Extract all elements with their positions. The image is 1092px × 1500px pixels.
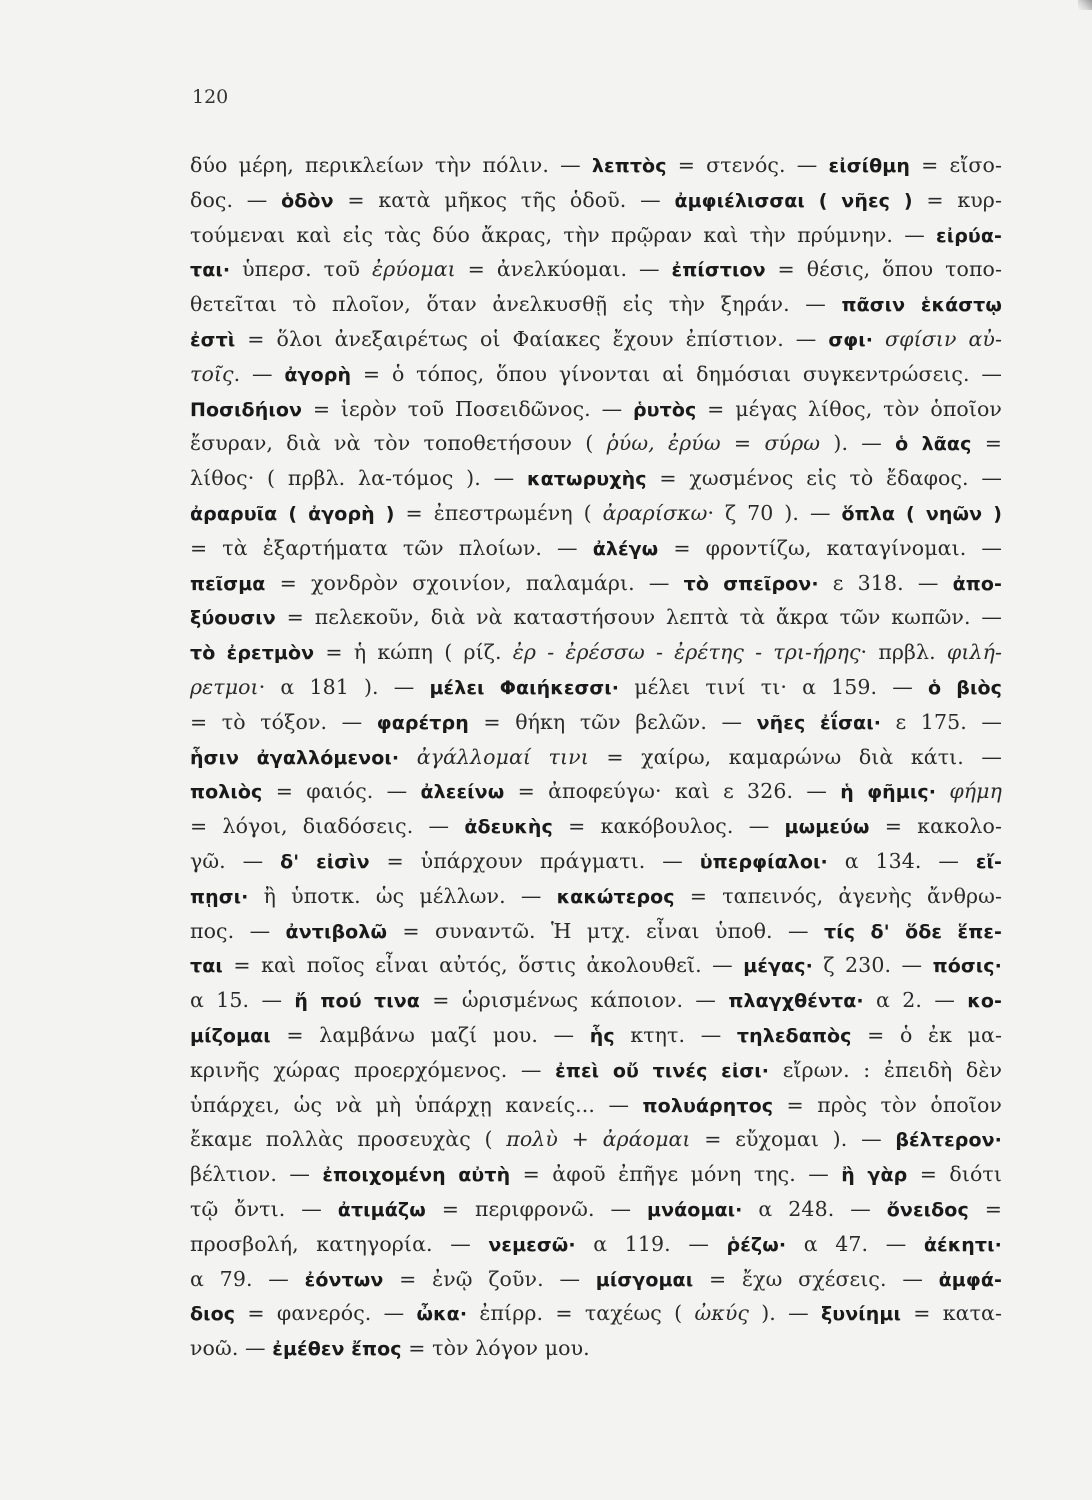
text-line (190, 809, 1002, 844)
text-line (190, 1296, 1002, 1331)
text-line (190, 1331, 1002, 1366)
gloss-text: = κακολο- (869, 814, 1002, 839)
gloss-text (399, 745, 417, 769)
gloss-text: = συναντῶ. Ἡ μτχ. εἶναι ὑποθ. — (387, 918, 824, 943)
headword: κακώτερος (556, 885, 675, 908)
headword: ἤ πού τινα (294, 990, 420, 1013)
headword: ται· (190, 259, 231, 282)
gloss-text: α 79. — (190, 1266, 305, 1291)
text-line (190, 183, 1002, 218)
text-line (190, 1227, 1002, 1262)
headword: ἀντιβολῶ (285, 920, 388, 943)
headword: ῥυτὸς (632, 398, 697, 421)
gloss-text: = εἴσο- (909, 153, 1002, 177)
text-line (190, 287, 1002, 322)
headword: μέλει Φαιήκεσσι· (429, 676, 620, 699)
gloss-text: = ἀφοῦ ἐπῆγε μόνη της. — (510, 1162, 842, 1187)
headword: δ' εἰσὶν (280, 850, 370, 873)
headword: κατωρυχὴς (527, 468, 647, 491)
text-line (190, 1262, 1002, 1297)
headword: πῃσι· (190, 885, 249, 908)
text-line (190, 252, 1002, 287)
text-line (190, 983, 1002, 1018)
gloss-text: = κυρ- (912, 187, 1002, 212)
gloss-text: α 47. — (786, 1231, 924, 1256)
gloss-text: = ὡρισμένως κάποιον. — (419, 988, 729, 1013)
headword: ἡ φῆμις· (840, 781, 937, 804)
italic-term: φήμη (949, 779, 1002, 804)
page-corner-shadow (1078, 0, 1092, 10)
gloss-text: = ἀποφεύγω· καὶ ε 326. — (504, 779, 841, 804)
headword: ἀλέγω (592, 537, 659, 560)
headword: ἐπεὶ οὔ τινές εἰσι· (555, 1059, 770, 1082)
gloss-text: πος. — (190, 918, 286, 943)
gloss-text: = κατὰ μῆκος τῆς ὁδοῦ. — (333, 187, 675, 212)
headword: βέλτερον· (895, 1129, 1002, 1152)
text-line (190, 1157, 1002, 1192)
headword: ἀμφά- (938, 1268, 1002, 1291)
headword: ξυνίημι (820, 1303, 901, 1326)
gloss-text: = κακόβουλος. — (552, 814, 785, 839)
headword: ὁδὸν (281, 189, 334, 212)
text-line (190, 531, 1002, 566)
text-line (190, 705, 1002, 740)
headword: πολιὸς (190, 781, 263, 804)
italic-term: φιλή- (946, 640, 1002, 665)
headword: εἴ- (975, 850, 1002, 873)
gloss-text: ὑπερσ. τοῦ (230, 257, 373, 282)
gloss-text: τούμεναι καὶ εἰς τὰς δύο ἄκρας, τὴν πρῷραν καὶ τὴν πρύμνην. — (190, 222, 937, 247)
italic-term: ὠκύς (694, 1301, 749, 1326)
gloss-text (873, 327, 885, 351)
gloss-text: λίθος· ( πρβλ. λα-τόμος ). — (190, 466, 527, 491)
gloss-text: ε 175. — (881, 709, 1002, 734)
text-line (190, 357, 1002, 392)
text-line (190, 461, 1002, 496)
gloss-text: = καὶ ποῖος εἶναι αὐτός, ὅστις ἀκολουθεῖ. — (222, 953, 744, 978)
headword: μνάομαι· (647, 1198, 743, 1221)
gloss-text: = ἡ κώπη ( ρίζ. (314, 640, 513, 665)
gloss-text: α 15. — (190, 988, 295, 1013)
text-line (190, 1122, 1002, 1157)
headword: διος (190, 1303, 236, 1326)
headword: τίς δ' ὅδε ἕπε- (824, 920, 1002, 943)
gloss-text: α 248. — (742, 1196, 887, 1221)
italic-term: ἐρ - ἐρέσσω - ἐρέτης - τρι-ήρης (512, 640, 861, 665)
italic-term: σφίσιν αὐ- (885, 326, 1003, 351)
gloss-text: εἴρων. : ἐπειδὴ δὲν (769, 1057, 1003, 1082)
gloss-text: = στενός. — (666, 153, 829, 177)
gloss-text: · α 181 ). — (258, 674, 430, 699)
headword: τηλεδαπὸς (736, 1024, 852, 1047)
gloss-text: κτητ. — (614, 1022, 737, 1047)
headword: πᾶσιν ἑκάστῳ (841, 294, 1002, 317)
italic-term: ρετμοι (190, 674, 259, 699)
gloss-text: α 119. — (575, 1231, 727, 1256)
gloss-text: = ἐπεστρωμένη ( (394, 500, 603, 525)
gloss-text: = πελεκοῦν, διὰ νὰ καταστήσουν λεπτὰ τὰ ἄκρα τῶν κωπῶν. — (275, 605, 1002, 630)
headword: ὦκα· (416, 1303, 468, 1326)
headword: ὑπερφίαλοι· (699, 850, 828, 873)
gloss-text: = πρὸς τὸν ὁποῖον (773, 1092, 1002, 1117)
headword: ξύουσιν (190, 607, 276, 630)
headword: ἢ γὰρ (841, 1164, 908, 1187)
gloss-text: = θήκη τῶν βελῶν. — (468, 709, 757, 734)
gloss-text: · πρβλ. (860, 640, 947, 665)
gloss-text: = τὰ ἐξαρτήματα τῶν πλοίων. — (190, 535, 593, 560)
headword: πόσις· (932, 955, 1002, 978)
text-line (190, 426, 1002, 461)
text-line (190, 322, 1002, 357)
gloss-text: = ὑπάρχουν πράγματι. — (369, 848, 700, 873)
headword: σφι· (828, 328, 874, 351)
gloss-text: = ἀνελκύομαι. — (455, 257, 672, 282)
gloss-text: = τὸν λόγον μου. (401, 1336, 590, 1361)
headword: μίσγομαι (595, 1268, 694, 1291)
headword: ἐπίστιον (671, 259, 766, 282)
headword: ἧσιν ἀγαλλόμενοι· (190, 746, 400, 769)
italic-term: ἀραρίσκω (602, 500, 708, 525)
gloss-text: α 134. — (827, 848, 976, 873)
headword: πλαγχθέντα· (728, 990, 864, 1013)
gloss-text: = διότι (907, 1162, 1002, 1187)
italic-term: ἀγάλλομαί τινι (416, 744, 589, 769)
gloss-text: κρινῆς χώρας προερχόμενος. — (190, 1057, 556, 1082)
headword: ὁ λᾶας (895, 433, 972, 456)
headword: μωμεύω (784, 816, 870, 839)
headword: ἧς (589, 1024, 615, 1047)
headword: πεῖσμα (190, 572, 266, 595)
gloss-text: τῷ ὄντι. — (190, 1196, 338, 1221)
gloss-text: ). — (820, 431, 896, 456)
gloss-text: = φανερός. — (235, 1301, 417, 1326)
gloss-text: νοῶ. — (190, 1336, 273, 1361)
headword: τὸ σπεῖρον· (683, 572, 819, 595)
gloss-text: = θέσις, ὅπου τοπο- (765, 257, 1003, 282)
gloss-text: = περιφρονῶ. — (425, 1196, 648, 1221)
gloss-text: = τὸ τόξον. — (190, 709, 377, 734)
gloss-text: = ὅλοι ἀνεξαιρέτως οἱ Φαίακες ἔχουν ἐπίστιον. — (235, 326, 829, 351)
italic-term: ἐρύομαι (372, 257, 456, 282)
gloss-text: δος. — (190, 187, 282, 212)
gloss-text: = ὁ ἐκ μα- (851, 1022, 1003, 1047)
gloss-text: γῶ. — (190, 848, 281, 873)
page-number: 120 (192, 86, 229, 108)
gloss-text: δύο μέρη, περικλείων τὴν πόλιν. — (190, 153, 592, 177)
text-line (190, 774, 1002, 809)
text-line (190, 218, 1002, 253)
gloss-text: ὑπάρχει, ὡς νὰ μὴ ὑπάρχῃ κανείς... — (190, 1092, 643, 1117)
headword: ἐστὶ (190, 328, 236, 351)
gloss-text: προσβολή, κατηγορία. — (190, 1231, 489, 1256)
gloss-text: · ζ 70 ). — (707, 500, 842, 525)
gloss-text: = φαιός. — (262, 779, 421, 804)
text-line (190, 740, 1002, 775)
text-line (190, 1088, 1002, 1123)
gloss-text: = ἐνῷ ζοῦν. — (383, 1266, 596, 1291)
headword: κο- (967, 990, 1002, 1013)
text-line (190, 392, 1002, 427)
headword: φαρέτρη (376, 711, 469, 734)
text-line (190, 670, 1002, 705)
glossary-text (190, 148, 1002, 1366)
text-line (190, 844, 1002, 879)
gloss-text: ἢ ὑποτκ. ὡς μέλλων. — (248, 883, 557, 908)
headword: ἀγορὴ (284, 363, 352, 386)
text-line (190, 1192, 1002, 1227)
gloss-text: = χαίρω, καμαρώνω διὰ κάτι. — (588, 744, 1002, 769)
gloss-text: = ἱερὸν τοῦ Ποσειδῶνος. — (302, 396, 633, 421)
gloss-text: = μέγας λίθος, τὸν ὁποῖον (696, 396, 1002, 421)
text-line (190, 1053, 1002, 1088)
headword: ἀραρυῖα ( ἀγορὴ ) (190, 502, 395, 525)
headword: ἀδευκὴς (464, 816, 553, 839)
gloss-text: = κατα- (901, 1301, 1003, 1326)
headword: ὁ βιὸς (927, 676, 1002, 699)
gloss-text: = ταπεινός, ἀγενὴς ἄνθρω- (674, 883, 1003, 908)
gloss-text: = λαμβάνω μαζί μου. — (270, 1022, 590, 1047)
headword: νεμεσῶ· (488, 1233, 576, 1256)
gloss-text: βέλτιον. — (190, 1162, 323, 1187)
headword: μίζομαι (190, 1024, 271, 1047)
headword: ἀτιμάζω (337, 1198, 426, 1221)
gloss-text: ε 318. — (818, 570, 953, 595)
headword: ἀπο- (952, 572, 1003, 595)
headword: λεπτὸς (591, 155, 667, 177)
gloss-text: = χονδρὸν σχοινίον, παλαμάρι. — (265, 570, 684, 595)
text-line (190, 148, 1002, 183)
text-line (190, 948, 1002, 983)
italic-term: πολὺ + ἀράομαι (506, 1127, 691, 1152)
headword: ἐποιχομένη αὐτὴ (322, 1164, 511, 1187)
gloss-text: = ἔχω σχέσεις. — (693, 1266, 939, 1291)
text-line (190, 914, 1002, 949)
gloss-text (936, 779, 949, 803)
gloss-text: . — (233, 361, 285, 386)
headword: ἐμέθεν ἔπος (272, 1338, 402, 1361)
headword: εἰσίθμη (828, 155, 910, 177)
gloss-text: α 2. — (863, 988, 968, 1013)
gloss-text: = χωσμένος εἰς τὸ ἔδαφος. — (646, 466, 1003, 491)
headword: ὄνειδος (886, 1198, 969, 1221)
gloss-text: = (968, 1196, 1003, 1221)
headword: νῆες ἐΐσαι· (756, 711, 882, 734)
gloss-text: = λόγοι, διαδόσεις. — (190, 814, 465, 839)
headword: τὸ ἐρετμὸν (190, 642, 315, 665)
headword: ται (190, 955, 223, 978)
gloss-text: = (971, 431, 1002, 456)
headword: ὅπλα ( νηῶν ) (841, 502, 1002, 525)
text-line (190, 879, 1002, 914)
headword: ἀέκητι· (923, 1233, 1002, 1256)
headword: πολυάρητος (642, 1094, 774, 1117)
gloss-text: ). — (748, 1301, 821, 1326)
gloss-text: ἐπίρρ. = ταχέως ( (467, 1301, 695, 1326)
text-line (190, 635, 1002, 670)
gloss-text: ζ 230. — (812, 953, 933, 978)
gloss-text: = φροντίζω, καταγίνομαι. — (658, 535, 1002, 560)
gloss-text: ἔκαμε πολλὰς προσευχὰς ( (190, 1127, 507, 1152)
italic-term: ῥύω, ἐρύω = σύρω (606, 431, 821, 456)
text-line (190, 1018, 1002, 1053)
headword: μέγας· (743, 955, 813, 978)
italic-term: τοῖς (190, 361, 234, 386)
gloss-text: = εὔχομαι ). — (690, 1127, 896, 1152)
gloss-text: = ὁ τόπος, ὅπου γίνονται αἱ δημόσιαι συγκεντρώσεις. — (351, 361, 1003, 386)
gloss-text: μέλει τινί τι· α 159. — (619, 674, 928, 699)
headword: Ποσιδήιον (190, 398, 303, 421)
headword: εἰρύα- (936, 224, 1002, 247)
headword: ῥέζω· (726, 1233, 787, 1256)
headword: ἀμφιέλισσαι ( νῆες ) (674, 189, 913, 212)
gloss-text: θετεῖται τὸ πλοῖον, ὅταν ἀνελκυσθῇ εἰς τὴν ξηράν. — (190, 292, 842, 317)
text-line (190, 496, 1002, 531)
text-line (190, 600, 1002, 635)
text-line (190, 566, 1002, 601)
headword: ἀλεείνω (420, 781, 505, 804)
gloss-text: ἔσυραν, διὰ νὰ τὸν τοποθετήσουν ( (190, 431, 607, 456)
headword: ἐόντων (304, 1268, 384, 1291)
